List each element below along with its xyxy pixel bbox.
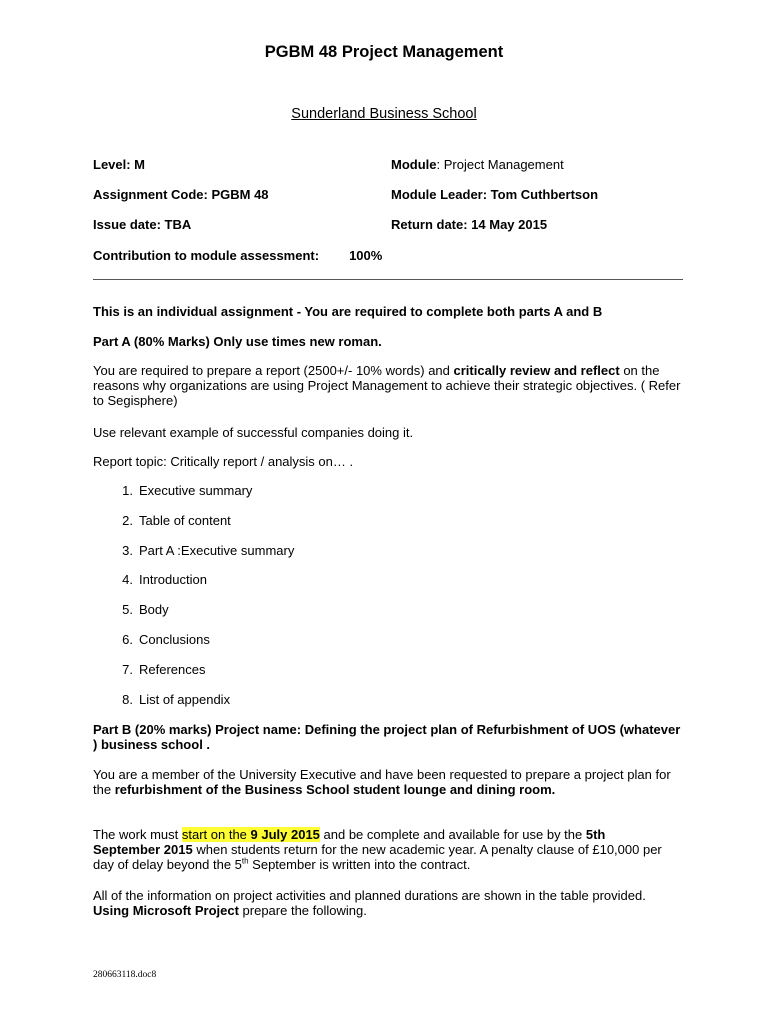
list-text: Table of content (139, 512, 231, 528)
contribution-field (93, 247, 382, 265)
document-title: PGBM 48 Project Management (264, 43, 504, 61)
part-a-paragraph-3: Report topic: Critically report / analysis on… . (93, 454, 354, 469)
list-number: 7. (122, 661, 133, 677)
list-text: Conclusions (139, 631, 210, 647)
highlighted-text: start on the (181, 827, 251, 842)
part-b-p2-text-2: and be complete and available for use by the (319, 827, 586, 842)
divider (93, 279, 683, 280)
return-date-field: Return date: 14 May 2015 (391, 217, 548, 232)
part-b-p3-text: All of the information on project activities and planned durations are shown in the table provided. (93, 888, 646, 903)
part-b-p2-text: The work must (93, 827, 182, 842)
ordinal-suffix: th (241, 856, 249, 866)
part-b-p2-text-3: when students return for the new academic year. A penalty clause of £10,000 per day of delay beyond the 5 (93, 842, 662, 872)
part-a-p1-text: You are required to prepare a report (2500+/- 10% words) and (93, 363, 454, 378)
part-b-paragraph-1 (93, 767, 673, 797)
part-b-p1-text: You are a member of the University Executive and have been requested to prepare a project plan for the (93, 767, 671, 797)
part-a-paragraph-1 (93, 363, 683, 408)
part-b-p2-text-4: September is written into the contract. (248, 857, 471, 872)
part-a-paragraph-2: Use relevant example of successful companies doing it. (93, 425, 414, 440)
list-number: 2. (122, 512, 133, 528)
part-a-heading: Part A (80% Marks) Only use times new roman. (93, 334, 382, 349)
intro-text: This is an individual assignment - You are required to complete both parts A and B (93, 304, 603, 319)
meta-row-dates (93, 216, 713, 234)
part-b-p3-end: prepare the following. (238, 903, 367, 918)
contribution-label: Contribution to module assessment: (93, 248, 320, 263)
list-text: References (139, 661, 206, 677)
part-b-paragraph-2 (93, 827, 673, 872)
part-b-p1-bold: refurbishment of the Business School student lounge and dining room. (114, 782, 556, 797)
completion-date: 5th September 2015 (93, 827, 606, 857)
list-text: Introduction (139, 572, 207, 588)
module-leader-field: Module Leader: Tom Cuthbertson (391, 187, 599, 202)
module-field (391, 156, 564, 174)
list-number: 6. (122, 631, 133, 647)
list-number: 8. (122, 691, 133, 707)
level-field: Level: M (93, 157, 146, 172)
meta-row-level (93, 156, 713, 174)
meta-row-code (93, 186, 713, 204)
list-number: 4. (122, 572, 133, 588)
issue-date-field: Issue date: TBA (93, 217, 192, 232)
part-b-paragraph-3 (93, 888, 673, 918)
assignment-code-field: Assignment Code: PGBM 48 (93, 187, 269, 202)
list-text: Body (139, 602, 169, 618)
list-text: List of appendix (139, 691, 231, 707)
list-number: 5. (122, 602, 133, 618)
list-number: 3. (122, 542, 133, 558)
part-b-p3-bold: Using Microsoft Project (93, 903, 239, 918)
school-name: Sunderland Business School (291, 106, 477, 122)
list-text: Part A :Executive summary (139, 542, 295, 558)
contribution-value: 100% (349, 248, 383, 263)
list-number: 1. (122, 483, 133, 498)
highlighted-date: 9 July 2015 (250, 827, 320, 842)
module-label: Module (391, 157, 437, 172)
part-a-p1-end: on the reasons why organizations are using Project Management to achieve their strategic objectives. ( Refer to Segisphere) (93, 363, 681, 408)
document-footer-filename: 280663118.doc8 (93, 970, 157, 980)
part-b-heading: Part B (20% marks) Project name: Defining the project plan of Refurbishment of UOS (whatever ) business school . (93, 722, 681, 752)
module-value: : Project Management (436, 157, 564, 172)
list-text: Executive summary (139, 483, 253, 498)
part-a-p1-bold: critically review and reflect (453, 363, 620, 378)
